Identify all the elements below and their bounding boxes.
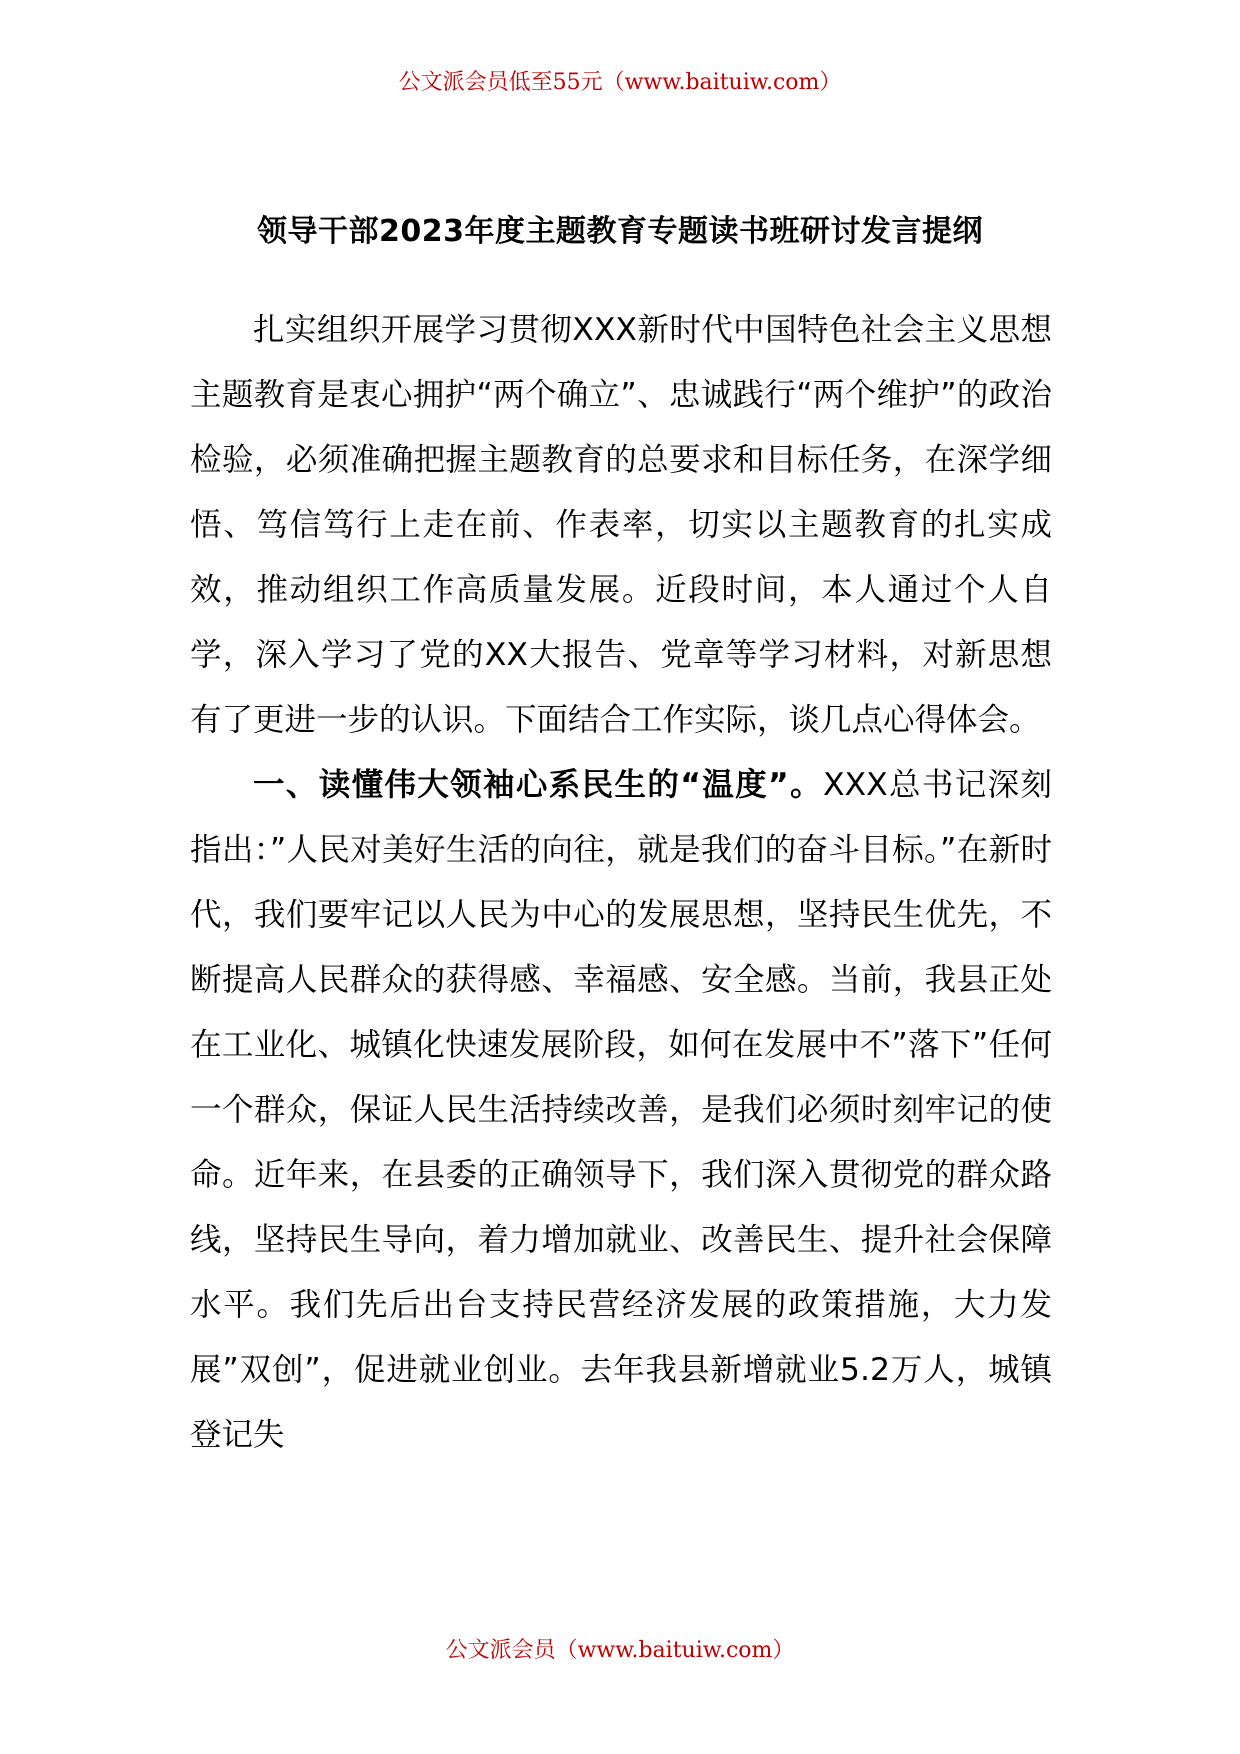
header-watermark-banner: 公文派会员低至55元（www.baituiw.com） (398, 70, 842, 95)
paragraph-intro (190, 298, 1052, 753)
section-heading: 一、读懂伟大领袖心系民生的“温度”。 (253, 767, 823, 803)
footer-watermark-banner: 公文派会员（www.baituiw.com） (445, 1638, 795, 1663)
paragraph-section-one (190, 753, 1052, 1468)
document-body (190, 298, 1052, 1468)
paragraph-text: 扎实组织开展学习贯彻XXX新时代中国特色社会主义思想主题教育是衷心拥护“两个确立”、忠诚践行“两个维护”的政治检验，必须准确把握主题教育的总要求和目标任务，在深学细悟、笃信笃行上走在前、作表率，切实以主题教育的扎实成效，推动组织工作高质量发展。近段时间，本人通过个人自学，深入学习了党的XX大报告、党章等学习材料，对新思想有了更进一步的认识。下面结合工作实际，谈几点心得体会。 (190, 312, 1052, 738)
document-title: 领导干部2023年度主题教育专题读书班研讨发言提纲 (257, 214, 983, 249)
paragraph-text: XXX总书记深刻指出：”人民对美好生活的向往，就是我们的奋斗目标。”在新时代，我们要牢记以人民为中心的发展思想，坚持民生优先，不断提高人民群众的获得感、幸福感、安全感。当前，我县正处在工业化、城镇化快速发展阶段，如何在发展中不”落下”任何一个群众，保证人民生活持续改善，是我们必须时刻牢记的使命。近年来，在县委的正确领导下，我们深入贯彻党的群众路线，坚持民生导向，着力增加就业、改善民生、提升社会保障水平。我们先后出台支持民营经济发展的政策措施，大力发展”双创”，促进就业创业。去年我县新增就业5.2万人，城镇登记失 (190, 767, 1052, 1453)
